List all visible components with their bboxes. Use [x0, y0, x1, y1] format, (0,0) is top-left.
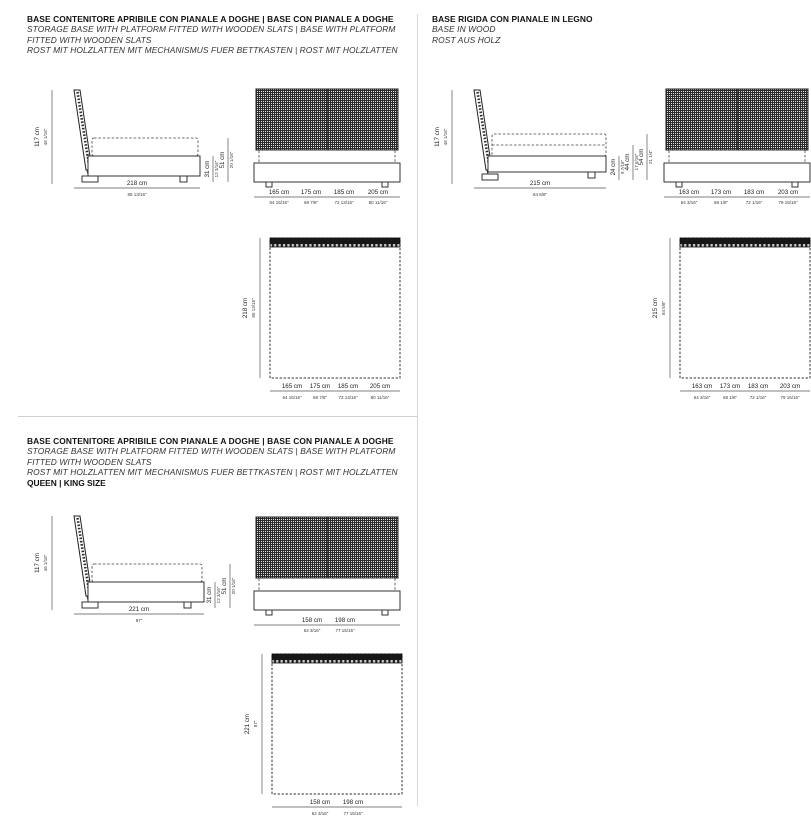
top-height-in-label: 20 1/16"	[231, 577, 236, 595]
length-dimension	[74, 606, 204, 623]
mattress-front	[669, 150, 805, 163]
front-view-storage-base	[246, 84, 408, 206]
width-in-label: 80 11/16"	[370, 395, 390, 400]
section-subtitle-en: STORAGE BASE WITH PLATFORM FITTED WITH WOODEN SLATS | BASE WITH PLATFORM FITTED WITH WOODEN SLATS	[27, 24, 396, 45]
bed-foot	[588, 172, 595, 178]
width-dimension-row	[254, 617, 400, 633]
side-view-queen-king	[30, 512, 235, 624]
headboard-foot	[482, 174, 498, 180]
width-in-label: 72 13/16"	[338, 395, 358, 400]
width-in-label: 68 1/8"	[722, 395, 738, 400]
width-cm-label: 198 cm	[342, 799, 364, 806]
width-in-label: 79 15/16"	[778, 200, 798, 205]
height-cm-label: 117 cm	[34, 553, 41, 573]
width-cm-label: 175 cm	[309, 383, 331, 390]
width-in-label: 72 1/16"	[749, 395, 767, 400]
length-cm-label: 218 cm	[126, 180, 148, 187]
base-height-cm-label: 24 cm	[610, 158, 617, 176]
height-in-label: 46 1/16"	[43, 554, 48, 572]
bed-foot	[180, 176, 187, 182]
base-height-cm-label: 31 cm	[206, 586, 213, 604]
length-cm-label: 221 cm	[128, 606, 150, 613]
height-dimension	[34, 90, 52, 184]
base-height-in-label: 12 3/16"	[216, 586, 221, 604]
plan-view-rigid-base	[648, 232, 811, 402]
height-dimension	[34, 516, 52, 610]
depth-in-label: 87"	[253, 720, 258, 728]
width-cm-label: 183 cm	[747, 383, 769, 390]
depth-in-label: 85 13/16"	[251, 298, 256, 318]
section-divider-line	[18, 416, 417, 417]
base-front	[254, 163, 400, 182]
height-in-label: 46 1/16"	[443, 128, 448, 146]
storage-base-side	[88, 156, 200, 176]
depth-cm-label: 215 cm	[652, 297, 659, 319]
right-foot	[792, 182, 798, 187]
width-cm-label: 203 cm	[779, 383, 801, 390]
top-height-in-label: 21 1/4"	[648, 149, 653, 165]
column-divider-line	[417, 14, 418, 806]
depth-in-label: 84 5/8"	[661, 300, 666, 316]
width-dimension-row	[254, 189, 400, 205]
base-height-in-label: 12 3/16"	[214, 160, 219, 178]
section-subtitle-de: ROST AUS HOLZ	[432, 34, 501, 45]
width-cm-label: 205 cm	[369, 383, 391, 390]
width-in-label: 79 15/16"	[780, 395, 800, 400]
width-cm-label: 185 cm	[333, 189, 355, 196]
width-in-label: 62 3/16"	[311, 811, 329, 816]
mattress-front	[259, 150, 395, 163]
width-in-label: 72 1/16"	[745, 200, 763, 205]
width-dimension-row	[664, 189, 810, 205]
mid-height-in-label: 17 5/16"	[634, 153, 639, 171]
width-cm-label: 198 cm	[334, 617, 356, 624]
side-view-storage-base	[30, 86, 235, 198]
width-cm-label: 173 cm	[710, 189, 732, 196]
mattress-outline	[92, 564, 202, 582]
plan-view-queen-king	[240, 648, 416, 818]
width-in-label: 72 13/16"	[334, 200, 354, 205]
top-height-cm-label: 54 cm	[638, 148, 645, 166]
length-in-label: 87"	[135, 618, 143, 623]
bed-foot	[184, 602, 191, 608]
right-foot	[382, 182, 388, 187]
width-cm-label: 185 cm	[337, 383, 359, 390]
wood-base-side	[488, 156, 606, 172]
length-dimension	[74, 180, 200, 197]
width-cm-label: 173 cm	[719, 383, 741, 390]
bed-plan	[270, 238, 400, 378]
width-in-label: 68 7/8"	[303, 200, 319, 205]
headboard-front	[256, 89, 398, 150]
width-in-label: 80 11/16"	[368, 200, 388, 205]
headboard-foot	[82, 176, 98, 182]
width-cm-label: 183 cm	[743, 189, 765, 196]
headboard-plan-band	[270, 238, 400, 247]
base-height-dimension	[206, 582, 221, 608]
base-front	[254, 591, 400, 610]
height-cm-label: 117 cm	[434, 127, 441, 147]
headboard-front	[256, 517, 398, 578]
left-foot	[266, 182, 272, 187]
width-in-label: 64 15/16"	[269, 200, 289, 205]
headboard-plan-band	[680, 238, 810, 247]
width-cm-label: 165 cm	[281, 383, 303, 390]
width-in-label: 64 3/16"	[680, 200, 698, 205]
width-dimension-row	[270, 383, 400, 400]
plan-view-storage-base	[238, 232, 414, 402]
width-in-label: 62 3/16"	[303, 628, 321, 633]
base-height-in-label: 9 7/16"	[620, 159, 625, 175]
mattress-front	[259, 578, 395, 591]
left-foot	[676, 182, 682, 187]
side-view-rigid-base	[430, 86, 654, 198]
width-cm-label: 158 cm	[301, 617, 323, 624]
front-view-queen-king	[246, 512, 408, 634]
width-in-label: 64 3/16"	[693, 395, 711, 400]
base-height-cm-label: 31 cm	[204, 160, 211, 178]
base-height-dimension	[204, 156, 219, 182]
depth-cm-label: 218 cm	[242, 297, 249, 319]
width-cm-label: 163 cm	[691, 383, 713, 390]
left-foot	[266, 610, 272, 615]
bed-plan	[680, 238, 810, 378]
section-header-storage-base	[27, 14, 413, 56]
top-height-cm-label: 51 cm	[221, 577, 228, 595]
width-cm-label: 165 cm	[268, 189, 290, 196]
width-in-label: 77 15/16"	[343, 811, 363, 816]
section-subtitle-en: BASE IN WOOD	[432, 24, 496, 35]
right-foot	[382, 610, 388, 615]
section-subtitle-en: STORAGE BASE WITH PLATFORM FITTED WITH WOODEN SLATS | BASE WITH PLATFORM FITTED WITH WOODEN SLATS	[27, 446, 396, 467]
mid-height-dimension	[624, 145, 639, 180]
section-subtitle-de: ROST MIT HOLZLATTEN MIT MECHANISMUS FUER BETTKASTEN | ROST MIT HOLZLATTEN	[27, 45, 398, 56]
length-in-label: 84 5/8"	[532, 192, 548, 197]
width-cm-label: 175 cm	[300, 189, 322, 196]
mid-height-cm-label: 44 cm	[624, 153, 631, 171]
width-cm-label: 163 cm	[678, 189, 700, 196]
height-in-label: 46 1/16"	[43, 128, 48, 146]
length-in-label: 85 13/16"	[127, 192, 147, 197]
width-cm-label: 158 cm	[309, 799, 331, 806]
width-dimension-row	[680, 383, 810, 400]
storage-base-side	[88, 582, 204, 602]
base-front	[664, 163, 810, 182]
height-dimension	[434, 90, 452, 184]
width-dimension-row	[272, 799, 402, 816]
depth-dimension	[244, 654, 262, 794]
top-height-dimension	[221, 564, 236, 608]
width-in-label: 68 7/8"	[312, 395, 328, 400]
headboard-front	[666, 89, 808, 150]
section-title: BASE CONTENITORE APRIBILE CON PIANALE A DOGHE | BASE CON PIANALE A DOGHE	[27, 14, 394, 24]
depth-cm-label: 221 cm	[244, 713, 251, 735]
section-title: BASE CONTENITORE APRIBILE CON PIANALE A DOGHE | BASE CON PIANALE A DOGHE	[27, 436, 394, 446]
depth-dimension	[652, 238, 670, 378]
section-header-rigid-base	[432, 14, 802, 45]
height-cm-label: 117 cm	[34, 127, 41, 147]
section-size-note: QUEEN | KING SIZE	[27, 477, 106, 488]
length-dimension	[474, 180, 606, 197]
top-height-cm-label: 51 cm	[219, 151, 226, 169]
top-height-in-label: 20 1/16"	[229, 151, 234, 169]
length-cm-label: 215 cm	[529, 180, 551, 187]
top-height-dimension	[219, 138, 234, 182]
top-height-dimension	[638, 134, 653, 180]
width-in-label: 68 1/8"	[713, 200, 729, 205]
width-cm-label: 203 cm	[777, 189, 799, 196]
base-height-dimension	[610, 156, 625, 180]
headboard-plan-band	[272, 654, 402, 663]
section-title: BASE RIGIDA CON PIANALE IN LEGNO	[432, 14, 593, 24]
front-view-rigid-base	[656, 84, 811, 206]
width-cm-label: 205 cm	[367, 189, 389, 196]
section-header-queen-king	[27, 436, 413, 488]
mattress-outline	[92, 138, 198, 156]
headboard-foot	[82, 602, 98, 608]
depth-dimension	[242, 238, 260, 378]
width-in-label: 77 15/16"	[335, 628, 355, 633]
section-subtitle-de: ROST MIT HOLZLATTEN MIT MECHANISMUS FUER BETTKASTEN | ROST MIT HOLZLATTEN	[27, 467, 398, 478]
bed-plan	[272, 654, 402, 794]
width-in-label: 64 15/16"	[282, 395, 302, 400]
